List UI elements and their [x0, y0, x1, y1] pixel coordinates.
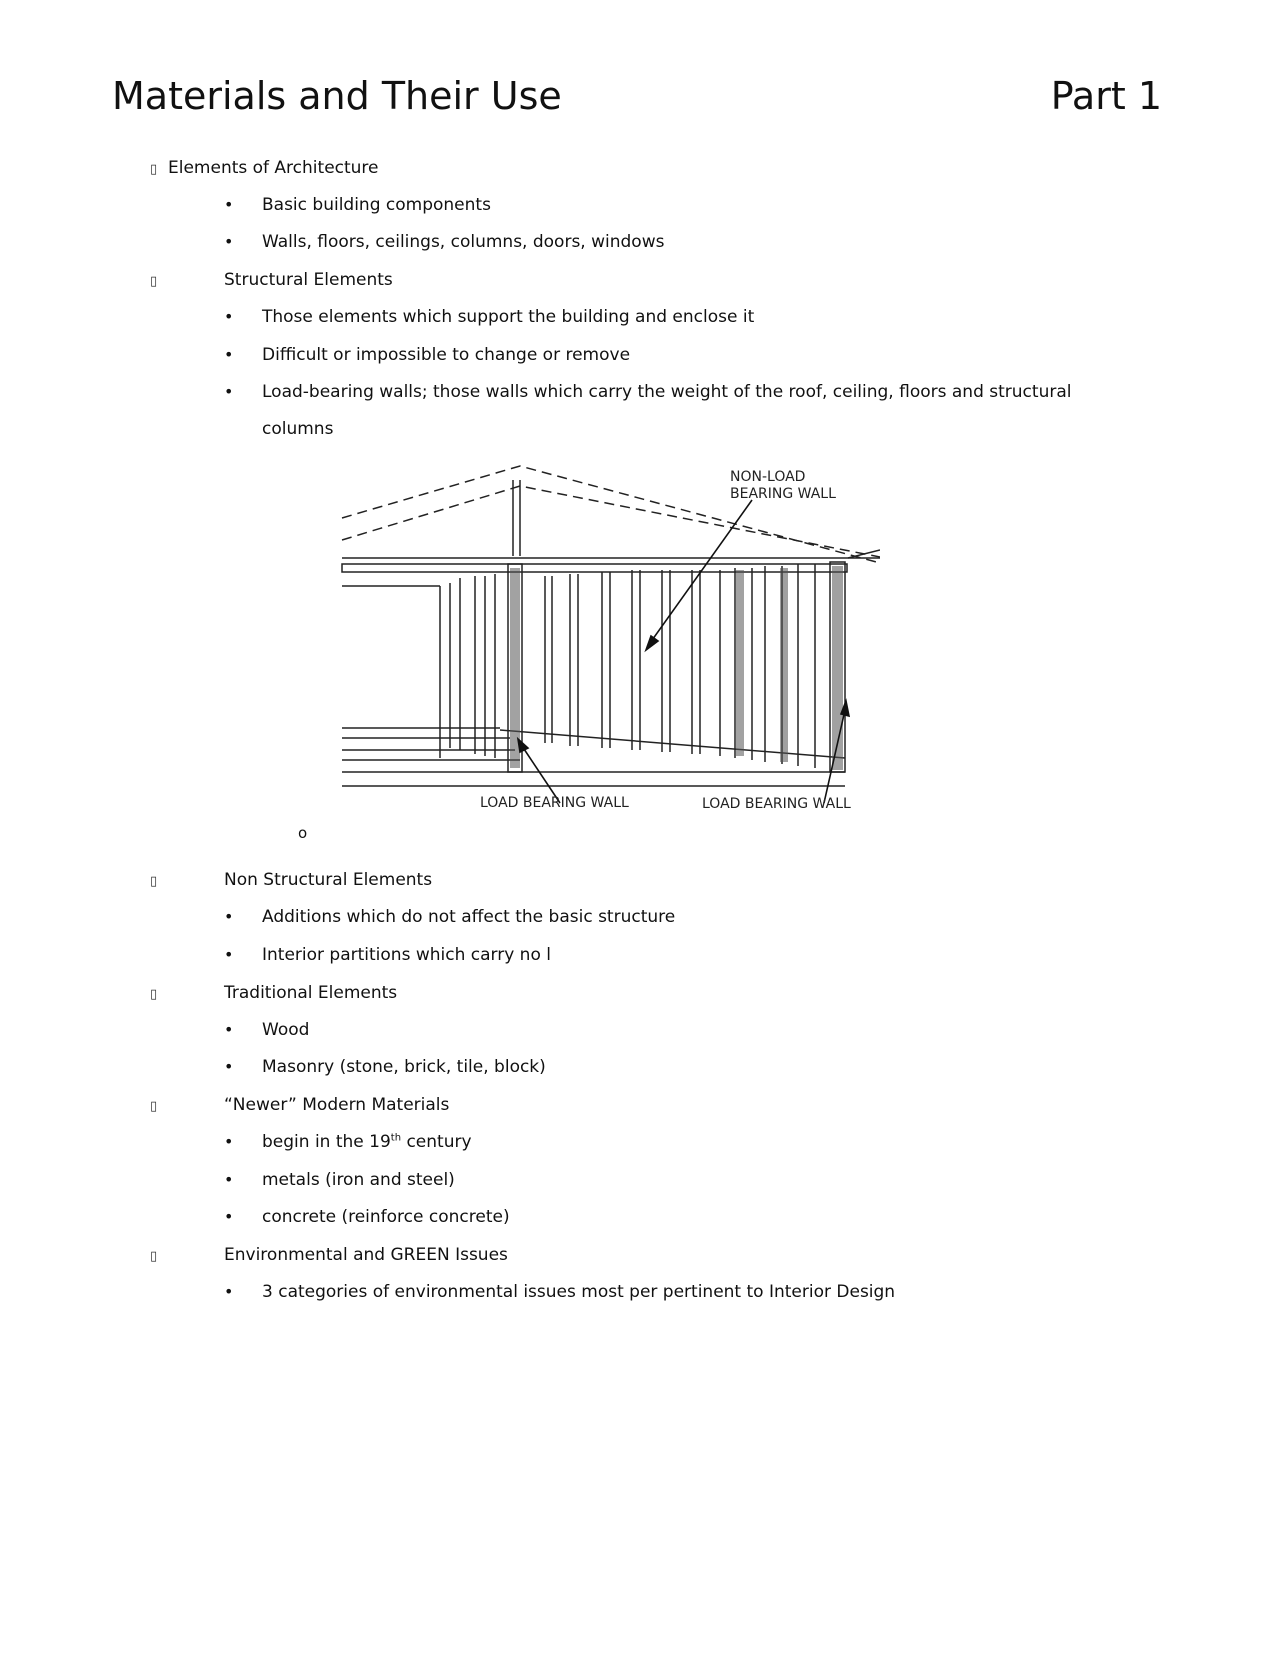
- figure-label-non-load-line1: NON-LOAD: [730, 469, 806, 485]
- list-item-text: century: [401, 1132, 472, 1152]
- missing-glyph-icon: ▯: [150, 162, 158, 177]
- bullet-icon: •: [224, 1132, 234, 1151]
- superscript-th: th: [390, 1132, 402, 1144]
- bullet-icon: •: [224, 307, 234, 326]
- list-item: Basic building components: [262, 195, 491, 215]
- list-item: Walls, floors, ceilings, columns, doors, windows: [262, 232, 665, 252]
- missing-glyph-icon: ▯: [150, 274, 158, 289]
- list-item: Interior partitions which carry no l: [262, 945, 551, 965]
- bullet-icon: •: [224, 1057, 234, 1076]
- bullet-icon: •: [224, 945, 234, 964]
- part-number: Part 1: [1050, 74, 1162, 118]
- figure-label-non-load-line2: BEARING WALL: [730, 486, 836, 502]
- bullet-icon: •: [224, 345, 234, 364]
- bullet-icon: •: [224, 1170, 234, 1189]
- bullet-icon: •: [224, 1207, 234, 1226]
- list-item: Additions which do not affect the basic structure: [262, 907, 676, 927]
- heading-elements-of-architecture: Elements of Architecture: [168, 158, 379, 178]
- bullet-icon: •: [224, 232, 234, 251]
- list-item: 3 categories of environmental issues most per pertinent to Interior Design: [262, 1282, 896, 1302]
- list-item: Difficult or impossible to change or remove: [262, 345, 631, 365]
- heading-structural-elements: Structural Elements: [224, 270, 393, 290]
- list-item: Wood: [262, 1020, 310, 1040]
- heading-newer-modern-materials: “Newer” Modern Materials: [224, 1095, 450, 1115]
- bullet-icon: •: [224, 382, 234, 401]
- bullet-icon: •: [224, 1020, 234, 1039]
- bullet-icon: •: [224, 1282, 234, 1301]
- wall-framing-diagram: [340, 458, 880, 813]
- missing-glyph-icon: ▯: [150, 987, 158, 1002]
- heading-traditional-elements: Traditional Elements: [224, 983, 398, 1003]
- list-item-continuation: columns: [262, 419, 334, 439]
- sub-bullet-marker: o: [298, 824, 308, 842]
- list-item: Load-bearing walls; those walls which carry the weight of the roof, ceiling, floors and structural: [262, 382, 1072, 402]
- bullet-icon: •: [224, 907, 234, 926]
- list-item-text: begin in the 19: [262, 1132, 391, 1152]
- missing-glyph-icon: ▯: [150, 874, 158, 889]
- missing-glyph-icon: ▯: [150, 1099, 158, 1114]
- document-title: Materials and Their Use: [112, 74, 562, 118]
- figure-label-load-left: LOAD BEARING WALL: [480, 795, 629, 811]
- missing-glyph-icon: ▯: [150, 1249, 158, 1264]
- list-item: concrete (reinforce concrete): [262, 1207, 510, 1227]
- list-item: metals (iron and steel): [262, 1170, 455, 1190]
- figure-label-load-right: LOAD BEARING WALL: [702, 796, 851, 812]
- heading-environmental: Environmental and GREEN Issues: [224, 1245, 508, 1265]
- list-item: Masonry (stone, brick, tile, block): [262, 1057, 546, 1077]
- list-item: Those elements which support the building and enclose it: [262, 307, 755, 327]
- list-item-19th-century: [262, 1131, 472, 1153]
- bullet-icon: •: [224, 195, 234, 214]
- heading-non-structural-elements: Non Structural Elements: [224, 870, 433, 890]
